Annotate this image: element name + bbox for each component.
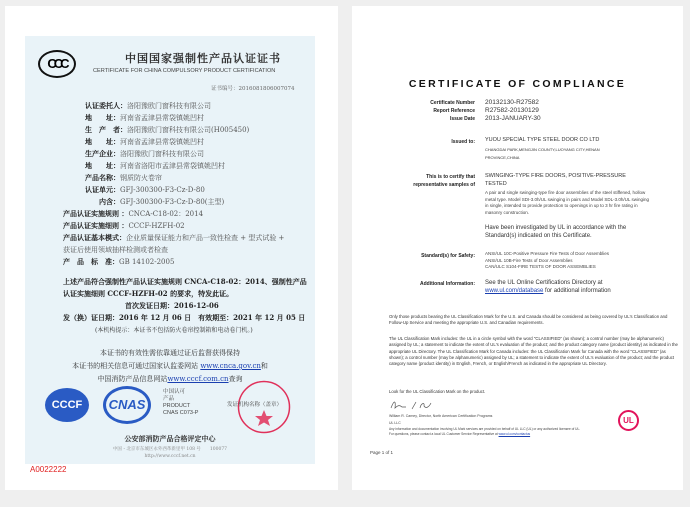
row-label: 认证委托人： [85,101,127,110]
product-description: A pair and single swinging-type fire door assemblies of the steel stiffened, hollow metal type. Model SDI-3.0h/UL swinging in pairs and Model SDL-3.0h/UL swinging in single, intended to provide protection to openings in up to 3 hr fire rating in masonry construction. [485,190,649,215]
signer-org: UL LLC [389,421,401,425]
row-value: 河南省孟津县常袋镇姚凹村 [120,138,204,146]
ul-certificate [352,6,683,490]
row-label: 产品认证实施细则 ： [63,221,129,230]
field-value: R27582-20130129 [485,107,539,114]
row-label: 地 址： [85,113,120,122]
field-value: 20132130-R27582 [485,99,539,106]
cert-row [63,233,284,243]
paragraph-3: Look for the UL Classification Mark on the product. [389,389,486,394]
row-label: 内含： [85,197,120,206]
row-value: GFJ-300300-F3-Cz-D-80 [120,186,205,194]
statement-1: 上述产品符合强制性产品认证实施规则 CNCA-C18-02：2014、强制性产品 [63,277,307,286]
cert-row [63,209,203,219]
validity-line-1: 本证书的有效性需依靠通过证后监督获得保持 [100,349,240,357]
ul-title: CERTIFICATE OF COMPLIANCE [408,78,627,90]
row-label: 产品认证实施规则 ： [63,209,129,218]
field-value: 2013-JANUARY-30 [485,115,541,122]
row-value: CNCA-C18-02：2014 [128,210,204,218]
issued-to-address-1: CHANGDAI PARK,MENGJIN COUNTY,LUOYANG CITY,HENAN [485,147,600,152]
row-label: 地 址： [85,137,120,146]
cert-row [63,257,174,267]
cccf-link[interactable]: www.cccf.com.cn [167,375,229,383]
row-label: 产品名称： [85,173,120,182]
row-value: 企业质量保证能力和产品一致性检查 + 型式试验 + [126,234,285,242]
title-cn: 中国国家强制性产品认证证书 [125,52,281,65]
row-label: 生 产 者： [85,125,127,134]
validity-line-3: 中国消防产品信息网站www.cccf.com.cn查询 [97,375,243,383]
paragraph-2: The UL Classification Mark includes: the UL in a circle symbol with the word "CLASSIFIED" (as shown); a control number (may be alphanumeric) assigned by UL; a statement to indicate the extent of UL's evaluation of the product; and the product category name (product identity) as indicated in the appropriate UL Directory. The UL Classification Mark for Canada includes: the UL Classification Mark for Canada with the word "CLASSIFIED" (as shown); a control number (may be alphanumeric) assigned by UL; a statement to indicate the extent of UL's evaluation of the product; and the product category name (product identity) in English, French, or English/French as indicated in the appropriate UL Directory. [389,336,678,367]
ccc-logo: CCC [38,50,76,78]
title-en: CERTIFICATE FOR CHINA COMPULSORY PRODUCT CERTIFICATION [93,68,276,74]
row-label: 地 址： [85,161,120,170]
row-value: 河南省孟津县常袋镇姚凹村 [120,114,204,122]
cert-row [85,185,205,195]
standards-label: Standard(s) for Safety: [421,253,475,259]
certificate-paper [25,36,315,464]
certify-label-1: This is to certify that [426,174,475,180]
field-label: Certificate Number [430,100,475,106]
cnca-link[interactable]: www.cnca.gov.cn [200,362,261,370]
row-label: 认证单元： [85,185,120,194]
issue-validity-dates: 发（换）证日期：2016 年 12 月 06 日 有效期至：2021 年 12 月 05 日 [63,313,306,322]
cccf-logo: CCCF [45,388,89,422]
signer: William R. Carney, Director, North American Certification Programs [389,414,493,418]
cert-row [85,113,204,123]
org-url: http://www.cccf.net.cn [144,454,196,459]
org-address: 中国・北京市东城区永外西革新里甲 108 号 100077 [112,447,228,452]
cnas-logo: CNAS [103,386,151,424]
row-value: 河南省洛阳市孟津县常袋镇姚凹村 [120,162,225,170]
field-label: Issue Date [449,116,475,122]
ccc-certificate [5,6,338,490]
cert-row [85,101,211,111]
cert-row [85,197,224,207]
cert-row [85,173,162,183]
cert-row [63,221,185,231]
row-label: 生产企业： [85,149,120,158]
standards-list: ANSI/UL 10C-Positive Pressure Fire Tests of Door Assemblies ANSI/UL 10B-Fire Tests of Door Assemblies CAN/ULC S104-FIRE TESTS OF DOOR ASSEMBLIES [485,251,610,269]
cert-row [63,245,168,255]
ul-database-link[interactable]: www.ul.com/database [485,288,544,294]
note: (本机构提示：本证书不包括防火卷帘控制箱和电动卷门机。) [95,327,253,334]
additional-info: See the UL Online Certifications Directory at www.ul.com/database for additional information [485,280,611,294]
product-name: SWINGING-TYPE FIRE DOORS, POSITIVE-PRESSURE TESTED [485,173,626,187]
cert-row [85,161,225,171]
cert-row [85,149,204,159]
issued-to-label: Issued to: [451,139,475,145]
org-name: 公安部消防产品合格评定中心 [124,434,216,443]
row-value: GB 14102-2005 [119,258,175,266]
investigated-statement: Have been investigated by UL in accordance with the Standard(s) indicated on this Certificate. [485,225,627,239]
serial-number: A0022222 [30,465,67,474]
seal-star-icon [255,410,273,426]
statement-2: 认证实施细则 CCCF-HZFH-02 的要求，特发此证。 [63,289,234,298]
contact-link[interactable]: www.ul.com/contactus [498,431,531,436]
row-value: 洛阳豫欧门窗科技有限公司(H005450) [127,126,250,134]
validity-line-2: 本证书的相关信息可通过国家认监委网站 www.cnca.gov.cn和 [72,362,268,370]
row-label: 产品认证基本模式： [63,233,126,242]
row-value: 洛阳豫欧门窗科技有限公司 [120,150,204,158]
signature [390,399,434,411]
cert-row [85,137,204,147]
row-label: 产 品 标 准： [63,257,119,266]
cnas-text: 中国认可 产品 PRODUCT CNAS C073-P [163,389,199,416]
field-label: Report Reference [433,108,475,114]
issued-to-name: YUOU SPECIAL TYPE STEEL DOOR CO LTD [485,137,600,143]
seal-caption: 发证机构名称（盖章） [227,402,283,408]
row-value: GFJ-300300-F3-Cz-D-80(主型) [120,198,225,206]
paragraph-1: Only those products bearing the UL Classification Mark for the U.S. and Canada should be considered as being covered by UL's Classification and Follow-Up Service and meeting the appropriate U.S. and Canadian requirements. [389,314,668,326]
cert-number: 证书编号：2016081806007074 [211,86,295,92]
page-number: Page 1 of 1 [370,450,394,455]
additional-info-label: Additional Information: [420,281,475,287]
row-value: CCCF-HZFH-02 [128,222,185,230]
cert-row [85,125,249,135]
footer-note: Any information and documentation involving UL Mark services are provided on behalf of UL LLC (UL) or any authorized licensee of UL. For questions, please contact a local UL Customer Service Representative at www.ul.com/contactus [389,427,581,436]
row-value: 洛阳豫欧门窗科技有限公司 [127,102,211,110]
ul-logo: UL [618,410,639,431]
issued-to-address-2: PROVINCE,CHINA [485,155,520,160]
certify-label-2: representative samples of [413,182,475,188]
row-value: 钢质防火卷帘 [120,174,162,182]
first-issue-date: 首次发证日期：2016-12-06 [125,301,219,310]
row-value: 获证后使用领域抽样检测或者检查 [63,246,168,254]
